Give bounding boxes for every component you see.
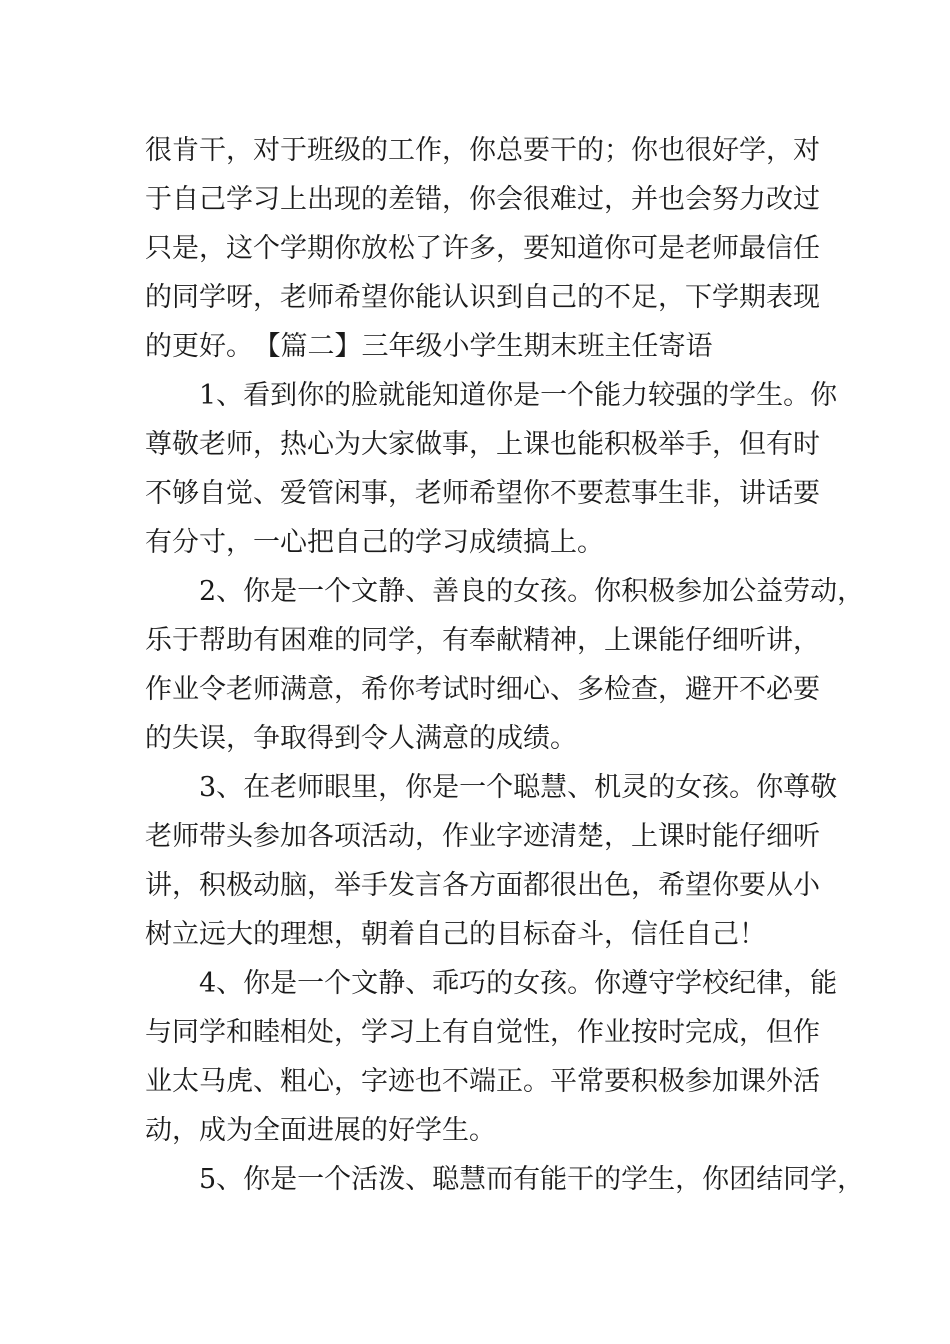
text-line: 2、你是一个文静、善良的女孩。你积极参加公益劳动， xyxy=(199,576,865,607)
text-fragment: 的更好。 xyxy=(145,331,253,362)
text-line: 5、你是一个活泼、聪慧而有能干的学生，你团结同学， xyxy=(199,1164,865,1195)
text-line: 4、你是一个文静、乖巧的女孩。你遵守学校纪律，能 xyxy=(199,968,838,999)
text-line: 讲，积极动脑，举手发言各方面都很出色，希望你要从小 xyxy=(145,870,820,901)
text-line: 不够自觉、爱管闲事，老师希望你不要惹事生非，讲话要 xyxy=(145,478,820,509)
section-heading: 【篇二】三年级小学生期末班主任寄语 xyxy=(267,331,713,362)
text-line: 树立远大的理想，朝着自己的目标奋斗，信任自己！ xyxy=(145,919,766,950)
text-line: 老师带头参加各项活动，作业字迹清楚，上课时能仔细听 xyxy=(145,821,820,852)
text-line: 与同学和睦相处，学习上有自觉性，作业按时完成，但作 xyxy=(145,1017,820,1048)
text-line: 尊敬老师，热心为大家做事，上课也能积极举手，但有时 xyxy=(145,429,820,460)
text-line: 很肯干，对于班级的工作，你总要干的；你也很好学，对 xyxy=(145,135,820,166)
text-line: 的同学呀，老师希望你能认识到自己的不足，下学期表现 xyxy=(145,282,820,313)
text-line: 作业令老师满意，希你考试时细心、多检查，避开不必要 xyxy=(145,674,820,705)
text-line: 动，成为全面进展的好学生。 xyxy=(145,1115,496,1146)
text-line: 有分寸，一心把自己的学习成绩搞上。 xyxy=(145,527,604,558)
text-line: 1、看到你的脸就能知道你是一个能力较强的学生。你 xyxy=(199,380,838,411)
text-line: 于自己学习上出现的差错，你会很难过，并也会努力改过 xyxy=(145,184,820,215)
text-line: 只是，这个学期你放松了许多，要知道你可是老师最信任 xyxy=(145,233,820,264)
text-line: 业太马虎、粗心，字迹也不端正。平常要积极参加课外活 xyxy=(145,1066,820,1097)
document-body xyxy=(145,126,865,1204)
text-line: 3、在老师眼里，你是一个聪慧、机灵的女孩。你尊敬 xyxy=(199,772,838,803)
text-line: 的失误，争取得到令人满意的成绩。 xyxy=(145,723,577,754)
text-line xyxy=(145,322,835,371)
text-line: 乐于帮助有困难的同学，有奉献精神，上课能仔细听讲， xyxy=(145,625,820,656)
